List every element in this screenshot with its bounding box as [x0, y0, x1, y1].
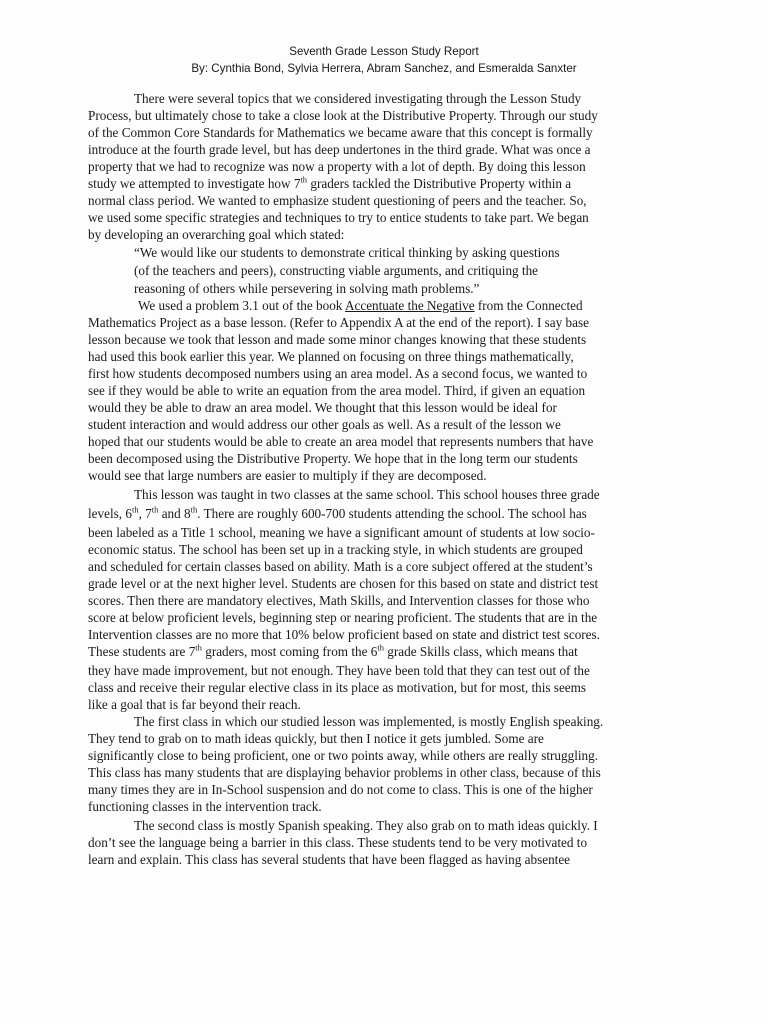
- paragraph-1-line: we used some specific strategies and techniques to try to entice students to take part. We began: [88, 210, 589, 225]
- paragraph-5-line: The second class is mostly Spanish speaking. They also grab on to math ideas quickly. I: [134, 818, 598, 833]
- paragraph-3-line: class and receive their regular elective class in its place as motivation, but for most, this seems: [88, 680, 587, 695]
- goal-quote-line: reasoning of others while persevering in solving math problems.”: [134, 281, 480, 296]
- paragraph-1-line: normal class period. We wanted to emphasize student questioning of peers and the teacher. So,: [88, 193, 587, 208]
- paragraph-3-line: been labeled as a Title 1 school, meaning we have a significant amount of students at low socio-: [88, 525, 595, 540]
- paragraph-3-line: grade level or at the next higher level. Students are chosen for this based on state and district test: [88, 576, 599, 591]
- document-authors: By: Cynthia Bond, Sylvia Herrera, Abram Sanchez, and Esmeralda Sanxter: [191, 62, 577, 75]
- book-title: Accentuate the Negative: [344, 298, 475, 313]
- paragraph-4-line: This class has many students that are displaying behavior problems in other class, because of this: [88, 765, 601, 780]
- document-title: Seventh Grade Lesson Study Report: [289, 45, 479, 58]
- paragraph-1-line: of the Common Core Standards for Mathematics we became aware that this concept is formally: [88, 125, 593, 140]
- goal-quote-line: “We would like our students to demonstrate critical thinking by asking questions: [134, 245, 560, 260]
- paragraph-3-line: Intervention classes are no more that 10% below proficient based on state and district test scores.: [88, 627, 600, 642]
- paragraph-2-line: see if they would be able to write an equation from the area model. Third, if given an equation: [88, 383, 586, 398]
- paragraph-3-line: like a goal that is far beyond their reach.: [88, 697, 301, 712]
- paragraph-2-line: hoped that our students would be able to create an area model that represents numbers that have: [88, 434, 594, 449]
- paragraph-2-line: had used this book earlier this year. We planned on focusing on three things mathematically,: [88, 349, 574, 364]
- paragraph-2-line: been decomposed using the Distributive Property. We hope that in the long term our students: [88, 451, 578, 466]
- paragraph-4-line: significantly close to being proficient, one or two points away, while others are really struggling.: [88, 748, 599, 763]
- paragraph-4-line: They tend to grab on to math ideas quickly, but then I notice it gets jumbled. Some are: [88, 731, 544, 746]
- paragraph-3-line: economic status. The school has been set up in a tracking style, in which students are grouped: [88, 542, 583, 557]
- paragraph-3-line: they have made improvement, but not enough. They have been told that they can test out of the: [88, 663, 590, 678]
- paragraph-2-line: first how students decomposed numbers using an area model. As a second focus, we wanted to: [88, 366, 588, 381]
- paragraph-2-line: lesson because we took that lesson and made some minor changes knowing that these students: [88, 332, 587, 347]
- paragraph-3-line: This lesson was taught in two classes at the same school. This school houses three grade: [134, 487, 600, 502]
- paragraph-2-line: We used a problem 3.1 out of the book Accentuate the Negative from the Connected: [138, 298, 583, 313]
- paragraph-2-line: would they be able to draw an area model. We thought that this lesson would be ideal for: [88, 400, 557, 415]
- paragraph-4-line: many times they are in In-School suspension and do not come to class. This is one of the higher: [88, 782, 593, 797]
- goal-quote-line: (of the teachers and peers), constructing viable arguments, and critiquing the: [134, 263, 539, 278]
- paragraph-3-line: scores. Then there are mandatory electives, Math Skills, and Intervention classes for those who: [88, 593, 590, 608]
- paragraph-3-line: These students are 7th graders, most coming from the 6th grade Skills class, which means that: [88, 642, 578, 659]
- paragraph-3-line: and scheduled for certain classes based on ability. Math is a core subject offered at the student’s: [88, 559, 593, 574]
- paragraph-1-line: property that we had to recognize was now a property with a lot of depth. By doing this lesson: [88, 159, 586, 174]
- paragraph-1-line: There were several topics that we considered investigating through the Lesson Study: [134, 91, 582, 106]
- paragraph-1-line: Process, but ultimately chose to take a close look at the Distributive Property. Through our study: [88, 108, 598, 123]
- paragraph-3-line: levels, 6th, 7th and 8th. There are roughly 600-700 students attending the school. The school has: [88, 504, 587, 521]
- paragraph-2-line: would see that large numbers are easier to multiply if they are decomposed.: [88, 468, 487, 483]
- paragraph-5-line: don’t see the language being a barrier in this class. These students tend to be very motivated to: [88, 835, 588, 850]
- paragraph-1-line: by developing an overarching goal which stated:: [88, 227, 345, 242]
- paragraph-4-line: The first class in which our studied lesson was implemented, is mostly English speaking.: [134, 714, 604, 729]
- paragraph-1-line: study we attempted to investigate how 7th graders tackled the Distributive Property within a: [88, 174, 572, 191]
- paragraph-5-line: learn and explain. This class has several students that have been flagged as having absentee: [88, 852, 571, 867]
- paragraph-3-line: score at below proficient levels, beginning step or nearing proficient. The students that are in the: [88, 610, 598, 625]
- paragraph-4-line: functioning classes in the intervention track.: [88, 799, 322, 814]
- paragraph-2-line: Mathematics Project as a base lesson. (Refer to Appendix A at the end of the report). I say base: [88, 315, 589, 330]
- paragraph-1-line: introduce at the fourth grade level, but has deep undertones in the third grade. What was once a: [88, 142, 591, 157]
- paragraph-2-line: student interaction and would address our other goals as well. As a result of the lesson we: [88, 417, 561, 432]
